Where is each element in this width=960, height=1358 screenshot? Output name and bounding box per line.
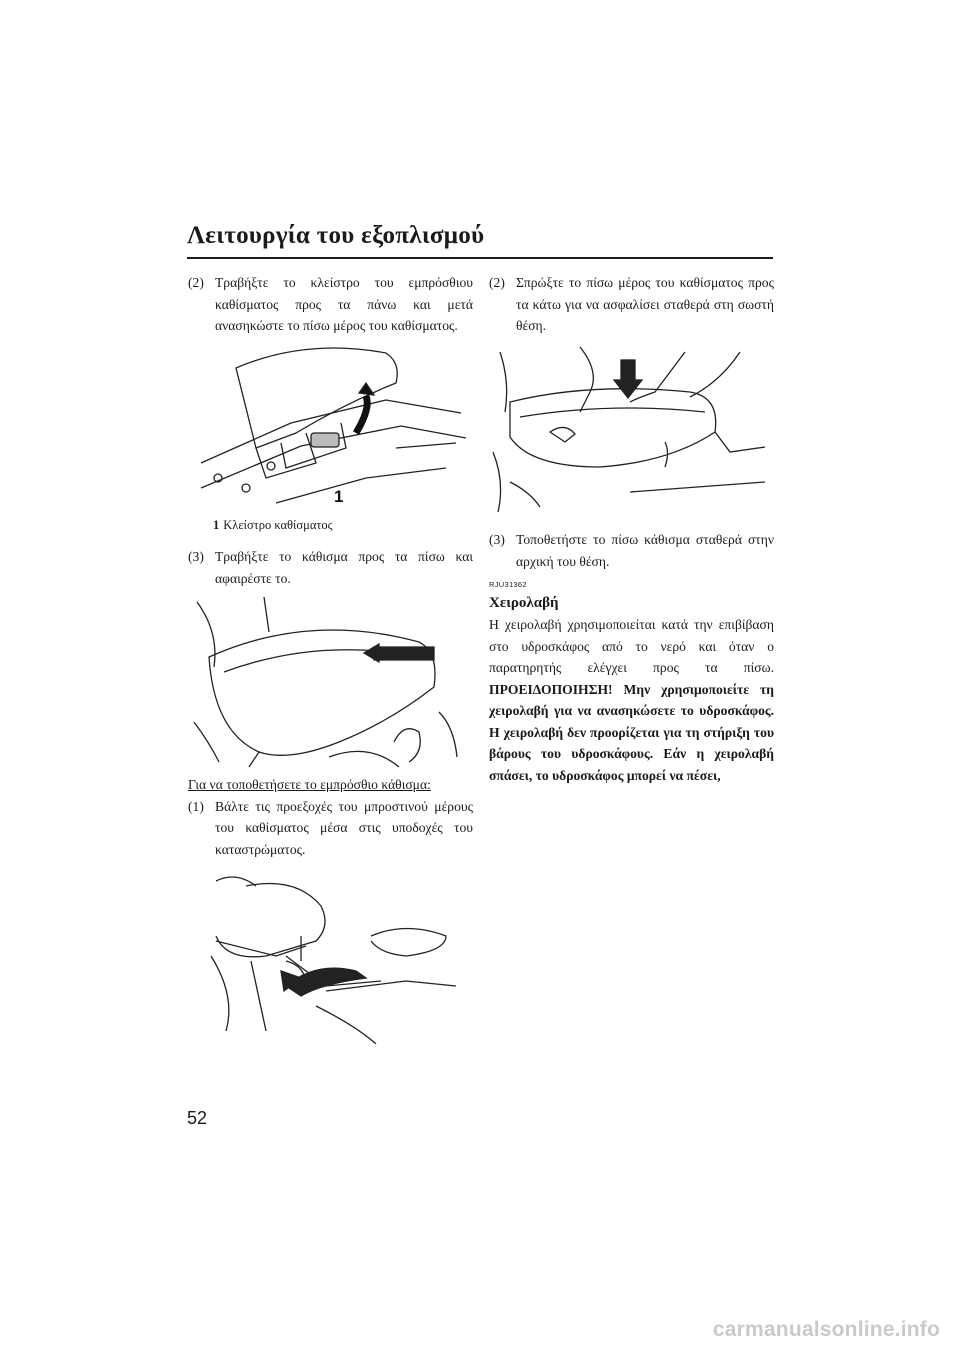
step-text: Τοποθετήστε το πίσω κάθισμα σταθερά στην αρχική του θέση. bbox=[516, 532, 774, 569]
step-number: (3) bbox=[188, 549, 204, 564]
callout-1: 1 bbox=[334, 487, 344, 506]
right-column-lower bbox=[489, 529, 774, 786]
watermark: carmanualsonline.info bbox=[712, 1318, 940, 1341]
step-text: Τραβήξτε το κάθισμα προς τα πίσω και αφαιρέστε το. bbox=[215, 549, 473, 586]
step-number: (3) bbox=[489, 532, 505, 547]
seat-install-illustration bbox=[206, 866, 464, 1044]
step-text: Σπρώξτε το πίσω μέρος του καθίσματος προς τα κάτω για να ασφαλίσει σταθερά στη σωστή θέση. bbox=[516, 275, 774, 333]
seat-press-illustration bbox=[490, 342, 772, 514]
step-text: Τραβήξτε το κλείστρο του εμπρόσθιου καθίσματος προς τα πάνω και μετά ανασηκώστε το πίσω μέρος του καθίσματος. bbox=[215, 275, 473, 333]
left-column-step3 bbox=[188, 546, 473, 589]
caption-text: Κλείστρο καθίσματος bbox=[223, 518, 333, 532]
step-number: (1) bbox=[188, 798, 204, 814]
figure-seat-removal bbox=[189, 592, 467, 768]
caption-number: 1 bbox=[213, 518, 220, 532]
left-column bbox=[188, 272, 473, 337]
step-2-left bbox=[188, 272, 473, 337]
step-3-right bbox=[489, 529, 774, 572]
handle-paragraph bbox=[489, 614, 774, 786]
step-1-install bbox=[188, 796, 473, 861]
step-number: (2) bbox=[489, 275, 505, 290]
page-number: 52 bbox=[187, 1108, 208, 1128]
section-code: RJU31362 bbox=[489, 580, 527, 589]
figure-seat-install bbox=[206, 866, 464, 1044]
install-subheading: Για να τοποθετήσετε το εμπρόσθιο κάθισμα: bbox=[188, 777, 431, 792]
section-heading: Χειρολαβή bbox=[489, 594, 559, 611]
figure-seat-lock bbox=[196, 338, 471, 516]
left-column-install bbox=[188, 774, 473, 860]
figure-caption bbox=[213, 518, 333, 533]
seat-removal-illustration bbox=[189, 592, 467, 768]
figure-seat-press bbox=[490, 342, 772, 514]
step-3-left bbox=[188, 546, 473, 589]
step-text: Βάλτε τις προεξοχές του μπροστινού μέρους του καθίσματος μέσα στις υποδοχές του καταστρώματος. bbox=[215, 798, 473, 857]
page-title: Λειτουργία του εξοπλισμού bbox=[187, 222, 485, 249]
warning-text: ΠΡΟΕΙΔΟΠΟΙΗΣΗ! Μην χρησιμοποιείτε τη χειρολαβή για να ανασηκώσετε το υδροσκάφος. Η χειρολαβή δεν προορίζεται για τη στήριξη του βάρους του υδροσκάφους. Εάν η χειρολαβή σπάσει, το υδροσκάφος μπορεί να πέσει, bbox=[489, 681, 774, 783]
title-rule bbox=[187, 257, 773, 259]
paragraph-normal: Η χειρολαβή χρησιμοποιείται κατά την επιβίβαση στο υδροσκάφος από το νερό και όταν ο παρατηρητής ελέγχει προς τα πίσω. bbox=[489, 617, 774, 675]
right-column bbox=[489, 272, 774, 337]
step-2-right bbox=[489, 272, 774, 337]
step-number: (2) bbox=[188, 275, 204, 290]
seat-lock-illustration bbox=[196, 338, 471, 516]
